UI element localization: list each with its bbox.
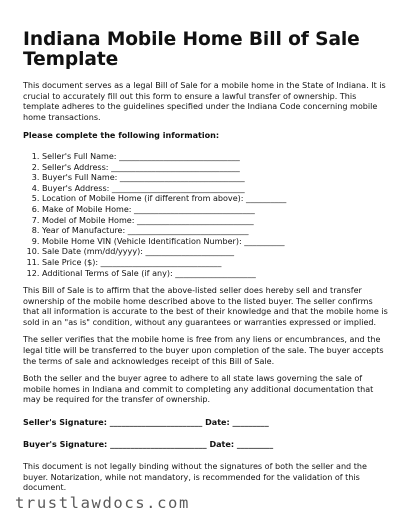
- field-sale-date: 10. Sale Date (mm/dd/yyyy): ______________________: [42, 247, 389, 258]
- field-make: 6. Make of Mobile Home: ______________________________: [42, 205, 389, 216]
- field-seller-name: 1. Seller's Full Name: ______________________________: [42, 152, 389, 163]
- field-sale-price: 11. Sale Price ($): ______________________________: [42, 258, 389, 269]
- intro-paragraph: This document serves as a legal Bill of Sale for a mobile home in the State of Indiana. It is crucial to accurately fill out this form to ensure a lawful transfer of ownership. This template adheres to the guidelines specified under the Indiana Code concerning mobile home transactions.: [23, 81, 386, 122]
- verification-paragraph: The seller verifies that the mobile home is free from any liens or encumbrances, and the legal title will be transferred to the buyer upon completion of the sale. The buyer accepts the terms of sale and acknowledges receipt of this Bill of Sale.: [23, 335, 384, 366]
- field-model: 7. Model of Mobile Home: _____________________________: [42, 216, 389, 227]
- field-vin: 9. Mobile Home VIN (Vehicle Identification Number): __________: [42, 237, 389, 248]
- field-year: 8. Year of Manufacture: ______________________________: [42, 226, 389, 237]
- field-location: 5. Location of Mobile Home (if different from above): __________: [42, 194, 389, 205]
- buyer-signature-line: Buyer's Signature: ________________________ Date: _________: [23, 439, 274, 449]
- seller-signature-line: Seller's Signature: _______________________ Date: _________: [23, 418, 269, 428]
- document-title: Indiana Mobile Home Bill of Sale Template: [23, 29, 360, 70]
- field-list: [23, 152, 389, 279]
- field-seller-address: 2. Seller's Address: ________________________________: [42, 163, 389, 174]
- document-page: [23, 30, 389, 494]
- field-buyer-name: 3. Buyer's Full Name: _______________________________: [42, 173, 389, 184]
- watermark: trustlawdocs.com: [15, 494, 190, 512]
- agreement-paragraph: Both the seller and the buyer agree to adhere to all state laws governing the sale of mobile homes in Indiana and commit to completing any additional documentation that may be required for the transfer of ownership.: [23, 374, 374, 405]
- affirmation-paragraph: This Bill of Sale is to affirm that the above-listed seller does hereby sell and transfer ownership of the mobile home described above to the listed buyer. The seller confirms that all information is accurate to the best of their knowledge and that the mobile home is sold in an "as is" condition, without any guarantees or warranties expressed or implied.: [23, 286, 388, 327]
- field-additional-terms: 12. Additional Terms of Sale (if any): ____________________: [42, 269, 389, 280]
- instruction-heading: Please complete the following information:: [23, 131, 220, 141]
- closing-paragraph: This document is not legally binding without the signatures of both the seller and the buyer. Notarization, while not mandatory, is recommended for the validation of this document.: [23, 462, 367, 493]
- field-buyer-address: 4. Buyer's Address: _________________________________: [42, 184, 389, 195]
